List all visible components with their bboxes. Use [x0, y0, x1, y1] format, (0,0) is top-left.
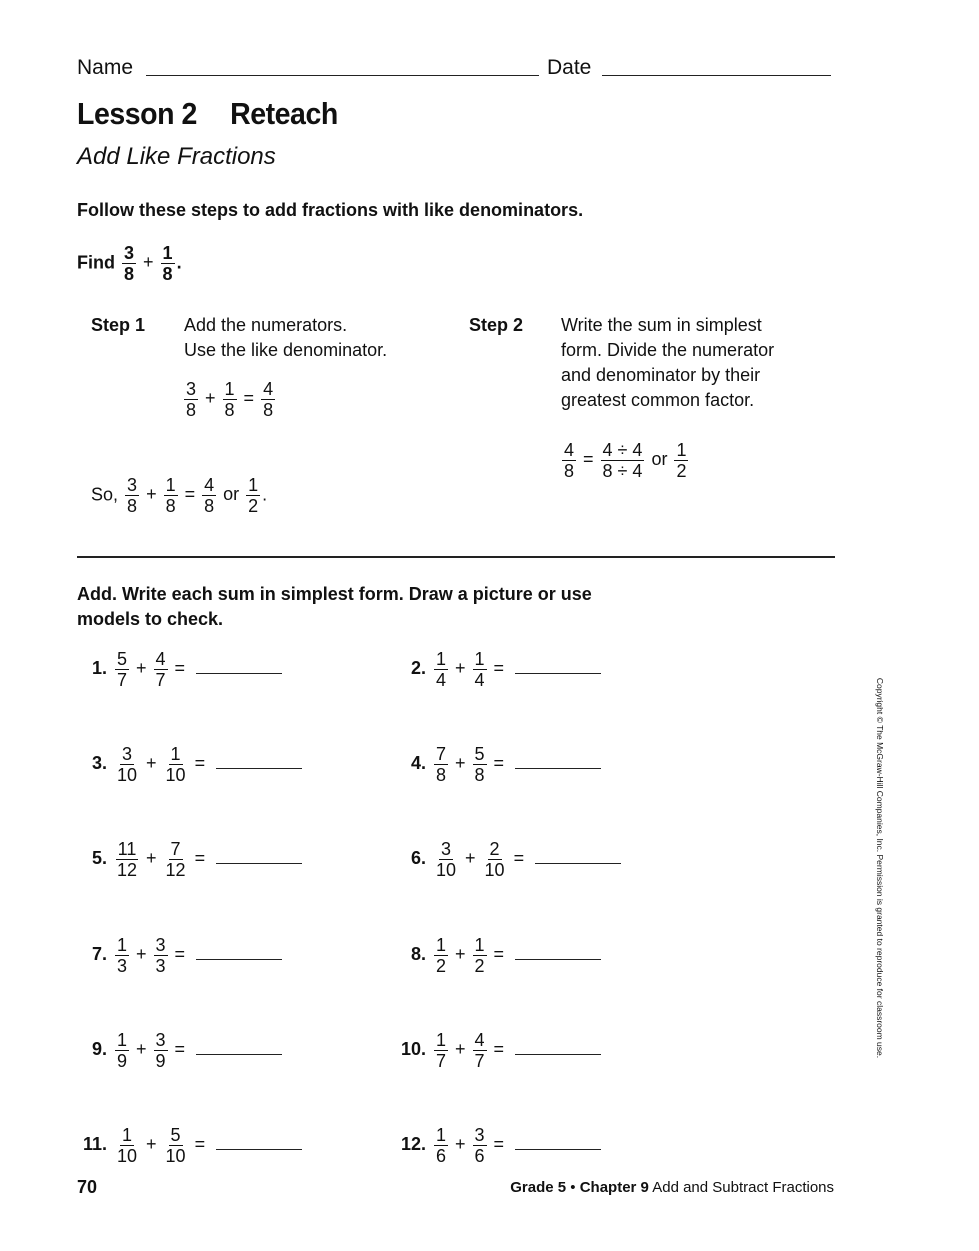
answer-blank[interactable] [196, 659, 282, 674]
answer-blank[interactable] [515, 1040, 601, 1055]
fraction: $\frac{1}{3}$ [117, 935, 128, 976]
problem-number: 3. [91, 753, 107, 774]
page-number: 70 [77, 1177, 98, 1197]
problem-10: 10. $\frac{1}{7}$ + $\frac{4}{7}$ = [396, 1031, 601, 1070]
fraction: $\frac{1}{4}$ [436, 649, 447, 690]
answer-blank[interactable] [216, 1135, 302, 1150]
conclusion-equation: So, $\frac{3}{8}$ + $\frac{1}{8}$ = $\frac{4}{8}$ or $\frac{1}{2}$ . [91, 475, 268, 516]
fraction: $\frac{7}{12}$ [165, 839, 186, 880]
problem-8: 8. $\frac{1}{2}$ + $\frac{1}{2}$ = [396, 936, 601, 975]
problem-4: 4. $\frac{7}{8}$ + $\frac{5}{8}$ = [396, 745, 601, 784]
problem-11: 11. $\frac{1}{10}$ + $\frac{5}{10}$ = [77, 1126, 302, 1165]
fraction: $\frac{1}{10}$ [117, 1125, 138, 1166]
problem-number: 10. [400, 1039, 426, 1060]
answer-blank[interactable] [515, 945, 601, 960]
problem-12: 12. $\frac{1}{6}$ + $\frac{3}{6}$ = [396, 1126, 601, 1165]
problem-1: 1. $\frac{5}{7}$ + $\frac{4}{7}$ = [77, 650, 282, 689]
problem-number: 8. [410, 944, 426, 965]
fraction: $\frac{1}{2}$ [676, 440, 687, 481]
fraction: $\frac{1}{6}$ [436, 1125, 447, 1166]
fraction: $\frac{5}{8}$ [474, 744, 485, 785]
answer-blank[interactable] [196, 1040, 282, 1055]
footer-chapter-info: Grade 5 • Chapter 9 Add and Subtract Fractions [510, 1179, 834, 1196]
fraction: $\frac{5}{7}$ [117, 649, 128, 690]
answer-blank[interactable] [515, 754, 601, 769]
fraction: $\frac{1}{2}$ [248, 475, 259, 516]
step1-label: Step 1 [91, 315, 146, 335]
problem-number: 6. [410, 848, 426, 869]
answer-blank[interactable] [535, 849, 621, 864]
problem-number: 2. [410, 658, 426, 679]
step1-text: Add the numerators. Use the like denominator. [184, 315, 388, 360]
find-example: Find $\frac{3}{8}$ + $\frac{1}{8}$ . [77, 243, 182, 284]
fraction: $\frac{4}{8}$ [204, 475, 215, 516]
copyright-notice: Copyright © The McGraw-Hill Companies, Inc. Permission is granted to reproduce for classroom use. [875, 677, 885, 1059]
lesson-subtitle: Add Like Fractions [77, 143, 276, 170]
fraction: $\frac{1}{9}$ [117, 1030, 128, 1071]
problem-number: 1. [91, 658, 107, 679]
fraction: $\frac{3}{8}$ [186, 379, 197, 420]
fraction: $\frac{1}{8}$ [224, 379, 235, 420]
fraction: $\frac{5}{10}$ [165, 1125, 186, 1166]
fraction: $\frac{1}{8}$ [165, 475, 176, 516]
problem-5: 5. $\frac{11}{12}$ + $\frac{7}{12}$ = [77, 840, 302, 879]
fraction: $\frac{4}{7}$ [155, 649, 166, 690]
fraction: $\frac{1}{10}$ [165, 744, 186, 785]
fraction: $\frac{4}{7}$ [474, 1030, 485, 1071]
problem-number: 12. [400, 1134, 426, 1155]
problem-number: 4. [410, 753, 426, 774]
answer-blank[interactable] [196, 945, 282, 960]
fraction: $\frac{2}{10}$ [484, 839, 505, 880]
fraction: $\frac{3}{9}$ [155, 1030, 166, 1071]
fraction: $\frac{3}{6}$ [474, 1125, 485, 1166]
problem-9: 9. $\frac{1}{9}$ + $\frac{3}{9}$ = [77, 1031, 282, 1070]
section-divider [77, 556, 835, 558]
lesson-type: Reteach [230, 96, 338, 131]
date-label: Date [547, 56, 592, 79]
fraction: $\frac{3}{3}$ [155, 935, 166, 976]
fraction: $\frac{3}{8}$ [127, 475, 138, 516]
answer-blank[interactable] [515, 659, 601, 674]
name-field[interactable] [146, 75, 539, 76]
fraction: $\frac{1}{7}$ [436, 1030, 447, 1071]
lesson-number: Lesson 2 [77, 96, 197, 131]
problem-6: 6. $\frac{3}{10}$ + $\frac{2}{10}$ = [396, 840, 621, 879]
fraction: $\frac{4}{8}$ [564, 440, 575, 481]
problem-2: 2. $\frac{1}{4}$ + $\frac{1}{4}$ = [396, 650, 601, 689]
fraction: $\frac{7}{8}$ [436, 744, 447, 785]
fraction: $\frac{11}{12}$ [117, 839, 138, 880]
step2-text: Write the sum in simplest form. Divide the numerator and denominator by their greatest common factor. [561, 315, 775, 410]
problem-number: 11. [82, 1134, 107, 1155]
date-field[interactable] [602, 75, 831, 76]
answer-blank[interactable] [216, 754, 302, 769]
fraction: $\frac{1}{2}$ [474, 935, 485, 976]
problem-7: 7. $\frac{1}{3}$ + $\frac{3}{3}$ = [77, 936, 282, 975]
page-title [77, 96, 338, 132]
fraction: $\frac{4}{8}$ [263, 379, 274, 420]
name-label: Name [77, 56, 134, 79]
answer-blank[interactable] [515, 1135, 601, 1150]
fraction: $\frac{1}{4}$ [474, 649, 485, 690]
intro-instructions: Follow these steps to add fractions with like denominators. [77, 200, 584, 220]
problem-number: 9. [91, 1039, 107, 1060]
fraction: $\frac{4 \div 4}{8 \div 4}$ [602, 440, 643, 481]
fraction: $\frac{1}{8}$ [162, 243, 173, 284]
problem-3: 3. $\frac{3}{10}$ + $\frac{1}{10}$ = [77, 745, 302, 784]
problem-number: 7. [91, 944, 107, 965]
fraction: $\frac{3}{8}$ [124, 243, 135, 284]
find-label: Find [77, 252, 115, 273]
practice-instructions: Add. Write each sum in simplest form. Draw a picture or use models to check. [77, 584, 592, 629]
answer-blank[interactable] [216, 849, 302, 864]
step2-equation: $\frac{4}{8}$ = $\frac{4 \div 4}{8 \div 4}$ or $\frac{1}{2}$ [564, 440, 687, 481]
fraction: $\frac{1}{2}$ [436, 935, 447, 976]
problem-number: 5. [91, 848, 107, 869]
step2-label: Step 2 [469, 315, 524, 335]
step1-equation: $\frac{3}{8}$ + $\frac{1}{8}$ = $\frac{4}{8}$ [186, 379, 274, 420]
fraction: $\frac{3}{10}$ [117, 744, 138, 785]
fraction: $\frac{3}{10}$ [436, 839, 457, 880]
